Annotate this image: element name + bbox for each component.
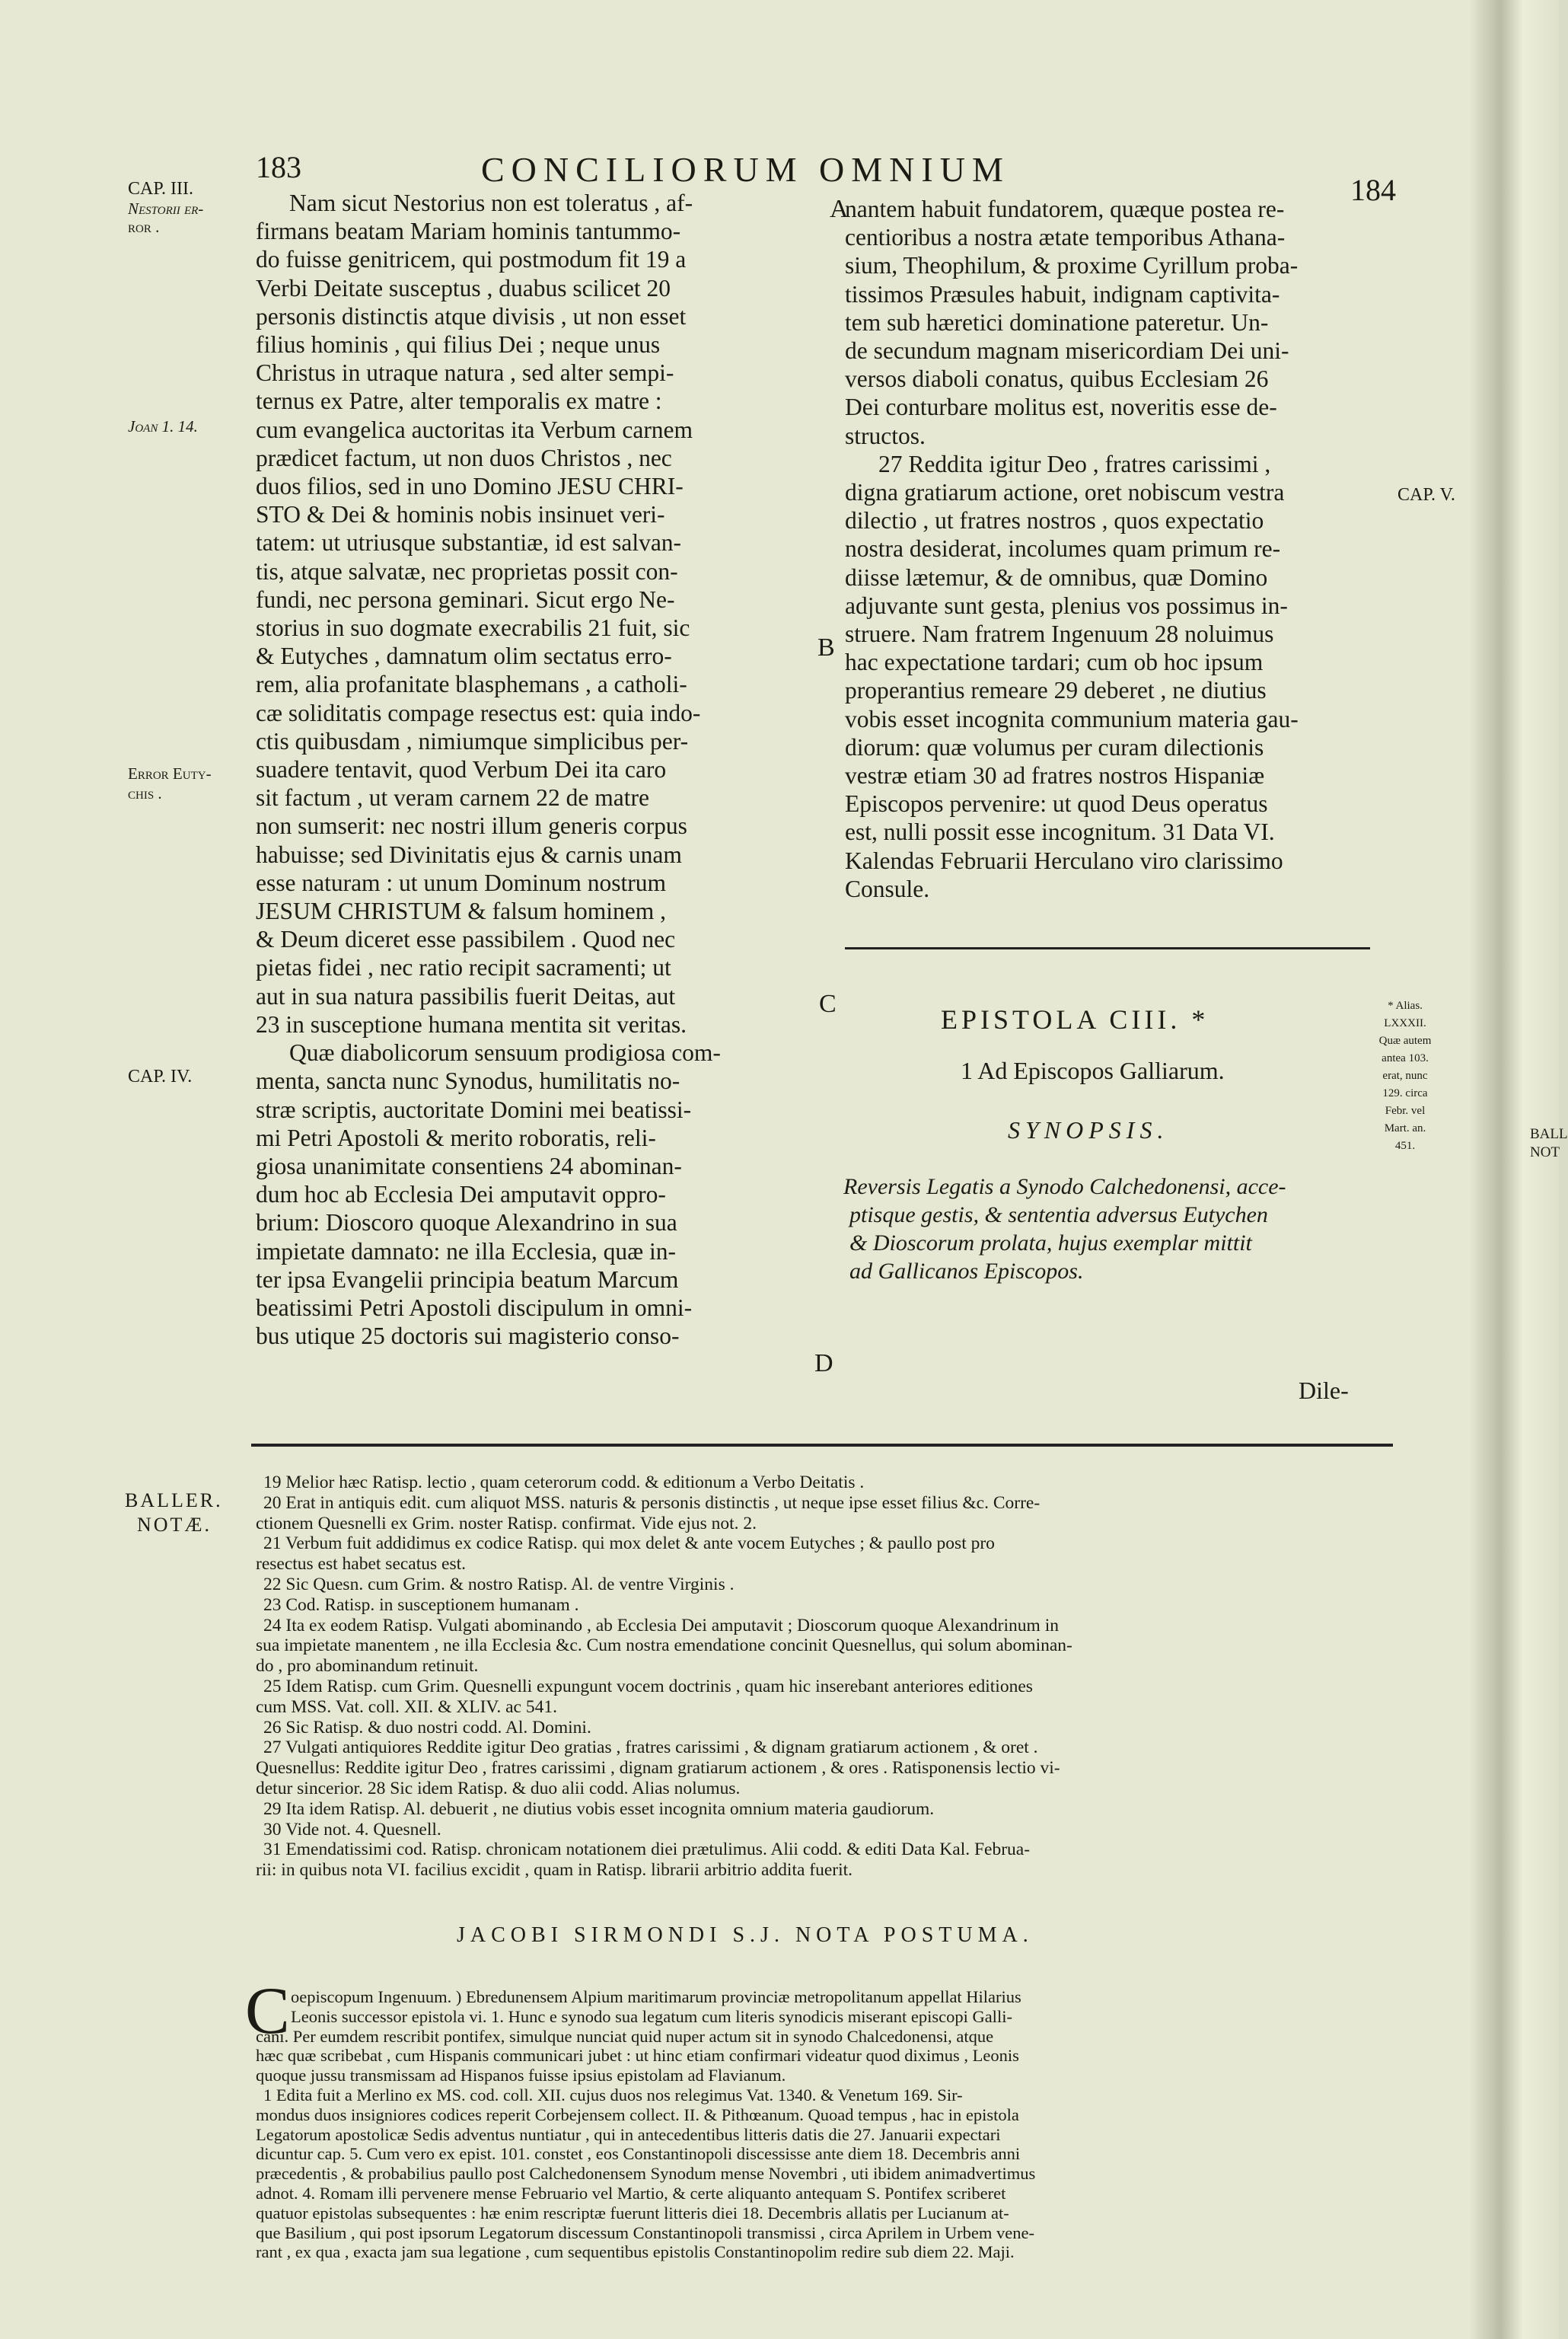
text-line: pietas fidei , nec ratio recipit sacramenti; ut [256, 954, 671, 981]
synopsis-label: SYNOPSIS. [1008, 1116, 1169, 1144]
page-number-left: 183 [256, 150, 301, 184]
text-line: Dei conturbare molitus est, noveritis esse de- [845, 394, 1277, 421]
baller-notes [256, 1473, 1390, 1881]
jacobi-note-text [256, 1987, 1393, 2262]
text-line: struere. Nam fratrem Ingenuum 28 noluimus [845, 621, 1274, 648]
text-line: dum hoc ab Ecclesia Dei amputavit oppro- [256, 1181, 666, 1208]
section-letter-c: C [819, 990, 837, 1018]
margin-joan-ref: Joan 1. 14. [128, 417, 198, 436]
text-line: giosa unanimitate consentiens 24 abominan- [256, 1152, 682, 1179]
text-line: 23 in susceptione humana mentita sit veritas. [256, 1010, 687, 1038]
text-line: Kalendas Februarii Herculano viro clarissimo [845, 847, 1283, 874]
drop-cap-initial: C [245, 1974, 290, 2048]
epistola-title: EPISTOLA CIII. * [941, 1004, 1209, 1035]
text-line: bus utique 25 doctoris sui magisterio conso- [256, 1323, 680, 1350]
text-line: JESUM CHRISTUM & falsum hominem , [256, 898, 667, 925]
post-line: hæc quæ scribebat , cum Hispanis communicari jubet : ut hinc etiam confirmari videatur quod diximus , Leonis [256, 2046, 1019, 2066]
post-line: quatuor epistolas subsequentes : hæ enim rescriptæ fuerunt litteris diei 18. Decembris allatis per Lucianum at- [256, 2203, 1009, 2223]
post-line: præcedentis , & probabilius paullo post Calchedonensem Synodum mense Novembri , uti ibidem animadvertimus [256, 2164, 1036, 2184]
post-line: que Basilium , qui post ipsorum Legatorum discessum Constantinopoli transmissi , circa Aprilem in Urbem vene- [256, 2223, 1034, 2242]
text-line: prædicet factum, ut non duos Christos , nec [256, 444, 672, 471]
note-line: 24 Ita ex eodem Ratisp. Vulgati abominando , ab Ecclesia Dei amputavit ; Dioscorum quoque Alexandrinum in [263, 1615, 1059, 1635]
left-text-column [256, 189, 816, 1350]
text-line: tem sub hæretici dominatione pateretur. Un- [845, 308, 1269, 336]
text-line: do fuisse genitricem, qui postmodum fit 19 a [256, 246, 687, 273]
section-letter-b: B [817, 633, 835, 662]
text-line: storius in suo dogmate execrabilis 21 fuit, sic [256, 614, 690, 642]
margin-cap-4: CAP. IV. [128, 1067, 193, 1087]
text-line: cæ soliditatis compage resectus est: quia indo- [256, 699, 701, 726]
note-line: 21 Verbum fuit addidimus ex codice Ratisp. qui mox delet & ante vocem Eutyches ; & paullo post pro [263, 1533, 995, 1554]
text-line: tissimos Præsules habuit, indignam captivita- [845, 280, 1280, 308]
text-line: mi Petri Apostoli & merito roboratis, reli- [256, 1124, 656, 1151]
post-line: 1 Edita fuit a Merlino ex MS. cod. coll. XII. cujus duos nos relegimus Vat. 1340. & Venetum 169. Sir- [263, 2085, 963, 2104]
note-line: 30 Vide not. 4. Quesnell. [263, 1819, 441, 1840]
note-line: 26 Sic Ratisp. & duo nostri codd. Al. Domini. [263, 1717, 591, 1737]
right-text-column [845, 195, 1393, 903]
margin-alias-note: * Alias. LXXXII. Quæ autem antea 103. erat, nunc 129. circa Febr. vel Mart. an. 451. [1378, 1000, 1432, 1152]
text-line: ctis quibusdam , nimiumque simplicibus per- [256, 727, 689, 755]
jacobi-title: JACOBI SIRMONDI S.J. NOTA POSTUMA. [457, 1923, 1034, 1947]
post-line: mondus duos insigniores codices reperit Corbejensem collect. II. & Pithœanum. Quoad tempus , hac in epistola [256, 2104, 1019, 2124]
text-line: nostra desiderat, incolumes quam primum re- [845, 535, 1281, 563]
text-line: non sumserit: nec nostri illum generis corpus [256, 812, 687, 840]
margin-error-eutychis-2: chis . [128, 784, 162, 803]
text-line: habuisse; sed Divinitatis ejus & carnis unam [256, 841, 682, 868]
catchword: Dile- [1299, 1377, 1349, 1404]
note-line: 23 Cod. Ratisp. in susceptionem humanam . [263, 1594, 579, 1615]
text-line: brium: Dioscoro quoque Alexandrino in sua [256, 1209, 677, 1237]
text-line: est, nulli possit esse incognitum. 31 Data VI. [845, 818, 1275, 846]
text-line: Verbi Deitate susceptus , duabus scilicet 20 [256, 274, 671, 302]
text-line: Quæ diabolicorum sensuum prodigiosa com- [289, 1039, 721, 1067]
text-line: ternus ex Patre, alter temporalis ex matre : [256, 388, 662, 415]
text-line: stræ scriptis, auctoritate Domini mei beatissi- [256, 1096, 692, 1123]
divider-rule [845, 947, 1370, 949]
text-line: Episcopos pervenire: ut quod Deus operatus [845, 790, 1268, 818]
notes-rule [251, 1444, 1393, 1447]
note-line: 31 Emendatissimi cod. Ratisp. chronicam notationem diei prætulimus. Alii codd. & editi Data Kal. Februa- [263, 1840, 1031, 1860]
post-line: quoque jussu transmissam ad Hispanos fuisse ipsius epistolam ad Flavianum. [256, 2066, 786, 2085]
text-line: 27 Reddita igitur Deo , fratres carissimi , [878, 450, 1271, 477]
text-line: vobis esset incognita communium materia gau- [845, 705, 1299, 732]
text-line: Nam sicut Nestorius non est toleratus , af- [289, 190, 693, 216]
text-line: & Eutyches , damnatum olim sectatus erro- [256, 643, 672, 670]
text-line: personis distinctis atque divisis , ut non esset [256, 302, 687, 330]
note-line: resectus est habet secatus est. [256, 1554, 467, 1575]
section-letter-d: D [814, 1349, 833, 1377]
text-line: duos filios, sed in uno Domino JESU CHRI- [256, 473, 684, 500]
post-line: Leonis successor epistola vi. 1. Hunc e synodo sua legatum cum literis synodicis miserant episcopi Galli- [291, 2006, 1012, 2026]
margin-error-eutychis: Error Euty- [128, 764, 212, 783]
synopsis-text: Reversis Legatis a Synodo Calchedonensi, acce- ptisque gestis, & sententia adversus Eutychen & Dioscorum prolata, hujus exemplar mittit ad Gallicanos Episcopos. [843, 1174, 1286, 1284]
text-line: tatem: ut utriusque substantiæ, id est salvan- [256, 529, 682, 557]
text-line: Christus in utraque natura , sed alter sempi- [256, 359, 674, 387]
epistola-subtitle: 1 Ad Episcopos Galliarum. [961, 1057, 1225, 1084]
text-line: ter ipsa Evangelii principia beatum Marcum [256, 1265, 679, 1293]
note-line: cum MSS. Vat. coll. XII. & XLIV. ac 541. [256, 1696, 557, 1717]
text-line: fundi, nec persona geminari. Sicut ergo Ne- [256, 586, 675, 613]
margin-nestorii-error-2: ror . [128, 218, 160, 236]
text-line: filius hominis , qui filius Dei ; neque unus [256, 331, 661, 359]
text-line: vestræ etiam 30 ad fratres nostros Hispaniæ [845, 762, 1265, 790]
text-line: beatissimi Petri Apostoli discipulum in omni- [256, 1294, 693, 1321]
post-line: dicuntur cap. 5. Cum vero ex epist. 101. constet , eos Constantinopoli discessisse ante diem 18. Decembris anni [256, 2144, 1021, 2164]
text-line: dilectio , ut fratres nostros , quos expectatio [845, 507, 1264, 534]
text-line: impietate damnato: ne illa Ecclesia, quæ in- [256, 1237, 676, 1265]
note-line: ctionem Quesnelli ex Grim. noster Ratisp. confirmat. Vide ejus not. 2. [256, 1513, 757, 1533]
text-line: STO & Dei & hominis nobis insinuet veri- [256, 501, 665, 528]
post-line: adnot. 4. Romam illi pervenere mense Februario vel Martio, & certe aliquanto antequam S. Pontifex scriberet [256, 2183, 1006, 2203]
note-line: 22 Sic Quesn. cum Grim. & nostro Ratisp. Al. de ventre Virginis . [263, 1574, 735, 1594]
section-letter-a: A [830, 195, 849, 223]
text-line: centioribus a nostra ætate temporibus Athana- [845, 224, 1286, 251]
note-line: rii: in quibus nota VI. facilius excidit , quam in Ratisp. librarii arbitrio addita fuerit. [256, 1860, 853, 1881]
text-line: rem, alia profanitate blasphemans , a catholi- [256, 671, 687, 698]
note-line: 19 Melior hæc Ratisp. lectio , quam ceterorum codd. & editionum a Verbo Deitatis . [263, 1473, 865, 1492]
note-line: 27 Vulgati antiquiores Reddite igitur Deo gratias , fratres carissimi , & dignam gratiarum actionem , & oret . [263, 1737, 1038, 1758]
margin-cap-3: CAP. III. [128, 179, 194, 199]
text-line: diisse lætemur, & de omnibus, quæ Domino [845, 563, 1268, 591]
post-line: rant , ex qua , exacta jam sua legatione , cum sequentibus epistolis Constantinopolim redire sub diem 22. Maji. [256, 2242, 1015, 2262]
post-line: cani. Per eumdem rescribit pontifex, simulque nunciat quid nuper actum sit in synodo Chalcedonensi, atque [256, 2026, 994, 2046]
note-line: sua impietate manentem , ne illa Ecclesia &c. Cum nostra emendatione concinit Quesnellus, qui solum abominan- [256, 1635, 1072, 1656]
text-line: firmans beatam Mariam hominis tantummo- [256, 218, 681, 245]
text-line: properantius remeare 29 deberet , ne diutius [845, 677, 1267, 704]
text-line: aut in sua natura passibilis fuerit Deitas, aut [256, 982, 676, 1010]
text-line: structos. [845, 422, 926, 449]
margin-baller: BALLER. [125, 1489, 223, 1511]
note-line: Quesnellus: Reddite igitur Deo , fratres carissimi , dignam gratiarum actionem , & ores . Ratisponensis lectio vi- [256, 1758, 1060, 1779]
text-line: & Deum diceret esse passibilem . Quod nec [256, 926, 676, 953]
text-line: nantem habuit fundatorem, quæque postea re- [845, 196, 1285, 222]
post-line: oepiscopum Ingenuum. ) Ebredunensem Alpium maritimarum provinciæ metropolitanum appellat Hilarius [291, 1987, 1021, 2006]
next-page-edge [1469, 0, 1559, 2339]
post-line: Legatorum apostolicæ Sedis adventus nuntiatur , qui in antecedentibus litteris datis die 27. Januarii expectari [256, 2124, 1001, 2144]
text-line: diorum: quæ volumus per curam dilectionis [845, 733, 1264, 761]
note-line: do , pro abominandum retinuit. [256, 1656, 479, 1677]
text-line: tis, atque salvatæ, nec proprietas possit con- [256, 557, 678, 585]
text-line: esse naturam : ut unum Dominum nostrum [256, 869, 666, 896]
note-line: 25 Idem Ratisp. cum Grim. Quesnelli expungunt vocem doctrinis , quam hic inserebant anteriores editiones [263, 1676, 1033, 1696]
note-line: 29 Ita idem Ratisp. Al. debuerit , ne diutius vobis esset incognita omnium materia gaudiorum. [263, 1798, 935, 1819]
margin-notae: NOTÆ. [137, 1514, 212, 1536]
note-line: 20 Erat in antiquis edit. cum aliquot MSS. naturis & personis distinctis , ut neque ipse esset filius &c. Corre- [263, 1492, 1041, 1513]
text-line: cum evangelica auctoritas ita Verbum carnem [256, 416, 693, 443]
next-page-margin: BALL NOT [1530, 1126, 1568, 1160]
text-line: suadere tentavit, quod Verbum Dei ita caro [256, 756, 667, 783]
text-line: hac expectatione tardari; cum ob hoc ipsum [845, 649, 1264, 676]
text-line: adjuvante sunt gesta, plenius vos possimus in- [845, 592, 1288, 619]
text-line: sit factum , ut veram carnem 22 de matre [256, 784, 649, 812]
page-number-right: 184 [1350, 173, 1396, 207]
text-line: de secundum magnam misericordiam Dei uni- [845, 337, 1289, 365]
text-line: menta, sancta nunc Synodus, humilitatis no- [256, 1067, 680, 1095]
note-line: detur sincerior. 28 Sic idem Ratisp. & duo alii codd. Alias nolumus. [256, 1778, 741, 1798]
text-line: versos diaboli conatus, quibus Ecclesiam 26 [845, 365, 1269, 393]
text-line: Consule. [845, 875, 930, 902]
running-title: CONCILIORUM OMNIUM [481, 150, 1010, 189]
text-line: digna gratiarum actione, oret nobiscum vestra [845, 479, 1285, 506]
margin-cap-5: CAP. V. [1397, 485, 1455, 505]
margin-nestorii-error: Nestorii er- [128, 199, 204, 218]
text-line: sium, Theophilum, & proxime Cyrillum proba- [845, 252, 1299, 279]
